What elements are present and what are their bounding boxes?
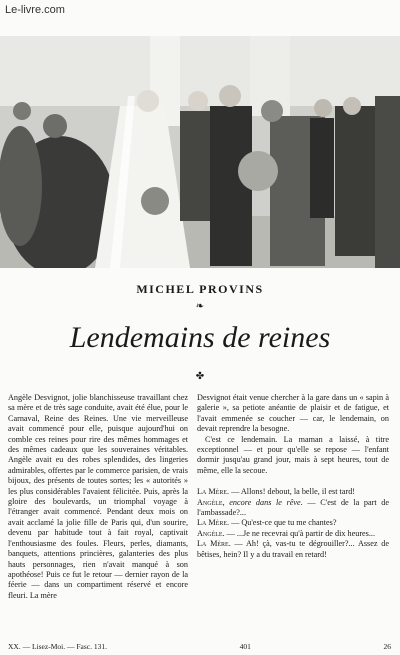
ornament-divider: ❧ [195, 301, 205, 312]
watermark: Le-livre.com [5, 4, 65, 16]
dialogue-line: Angèle, encore dans le rêve. — C'est de la part de l'ambassade?... [197, 497, 390, 518]
ornament-divider-2: ✤ [195, 371, 205, 382]
engraving-illustration [0, 36, 400, 268]
dialogue-line: La Mère. — Allons! debout, la belle, il est tard! [197, 487, 356, 497]
page-footer [8, 642, 391, 651]
dialogue-line: La Mère. — Qu'est-ce que tu me chantes? [197, 518, 337, 528]
paragraph: C'est ce lendemain. La maman a laissé, à titre exceptionnel — et pour qu'elle se repose — l'enfant dormir jusqu'au grand jour, mais à sept heures, tout de même, elle la secoue. [197, 434, 389, 475]
paragraph: Desvignot était venue chercher à la gare dans un « sapin à galerie », sa petiote anéantie de plaisir et de fatigue, et l'avait emmenée se coucher — car, le lendemain, on devait reprendre la besogne. [197, 393, 389, 434]
paragraph: Angèle Desvignot, jolie blanchisseuse travaillant chez sa mère et de très sage conduite, avait été élue, pour le Carnaval, Reine des Reines. Une vie merveilleuse avait commencé pour elle, puisque aujourd'hui on comble ces reines pour rire des mêmes hommages et des mêmes cadeaux que les souveraines véritables. Angèle avait eu des robes splendides, des lingeries admirables, offertes par le commerce parisien, de vrais bijoux, des présents de toutes sortes; les « autorités » les plus considérables l'avaient félicitée. Puis, après la gloire des boulevards, un triomphal voyage à l'étranger avait commencé. Pendant deux mois on avait acclamé la jolie fille de Paris qui, d'un sourire, devenu par habitude tout à fait royal, captivait l'enthousiasme des foules. Fleurs, perles, diamants, banquets, attentions princières, galanteries des plus hauts personnages, rien n'avait manqué à son apothéose! Puis ce fut le retour — dernier rayon de la féerie — dans un compartiment réservé et encore fleuri. La mère [8, 393, 188, 600]
author-name: MICHEL PROVINS [136, 282, 264, 296]
footer-sheet-number: 26 [383, 642, 391, 651]
text-column-left [8, 393, 188, 601]
dialogue-line: Angèle. — ...Je ne recevrai qu'à partir de dix heures... [197, 528, 376, 538]
dialogue-line: La Mère. — Ah! çà, vas-tu te dégrouiller?... Assez de bêtises, hein? Il y a du travail en retard! [197, 539, 389, 559]
text-column-right [197, 393, 389, 560]
page-number: 401 [239, 642, 251, 651]
article-title: Lendemains de reines [69, 321, 331, 354]
footer-publication: XX. — Lisez-Moi. — Fasc. 131. [8, 642, 107, 651]
